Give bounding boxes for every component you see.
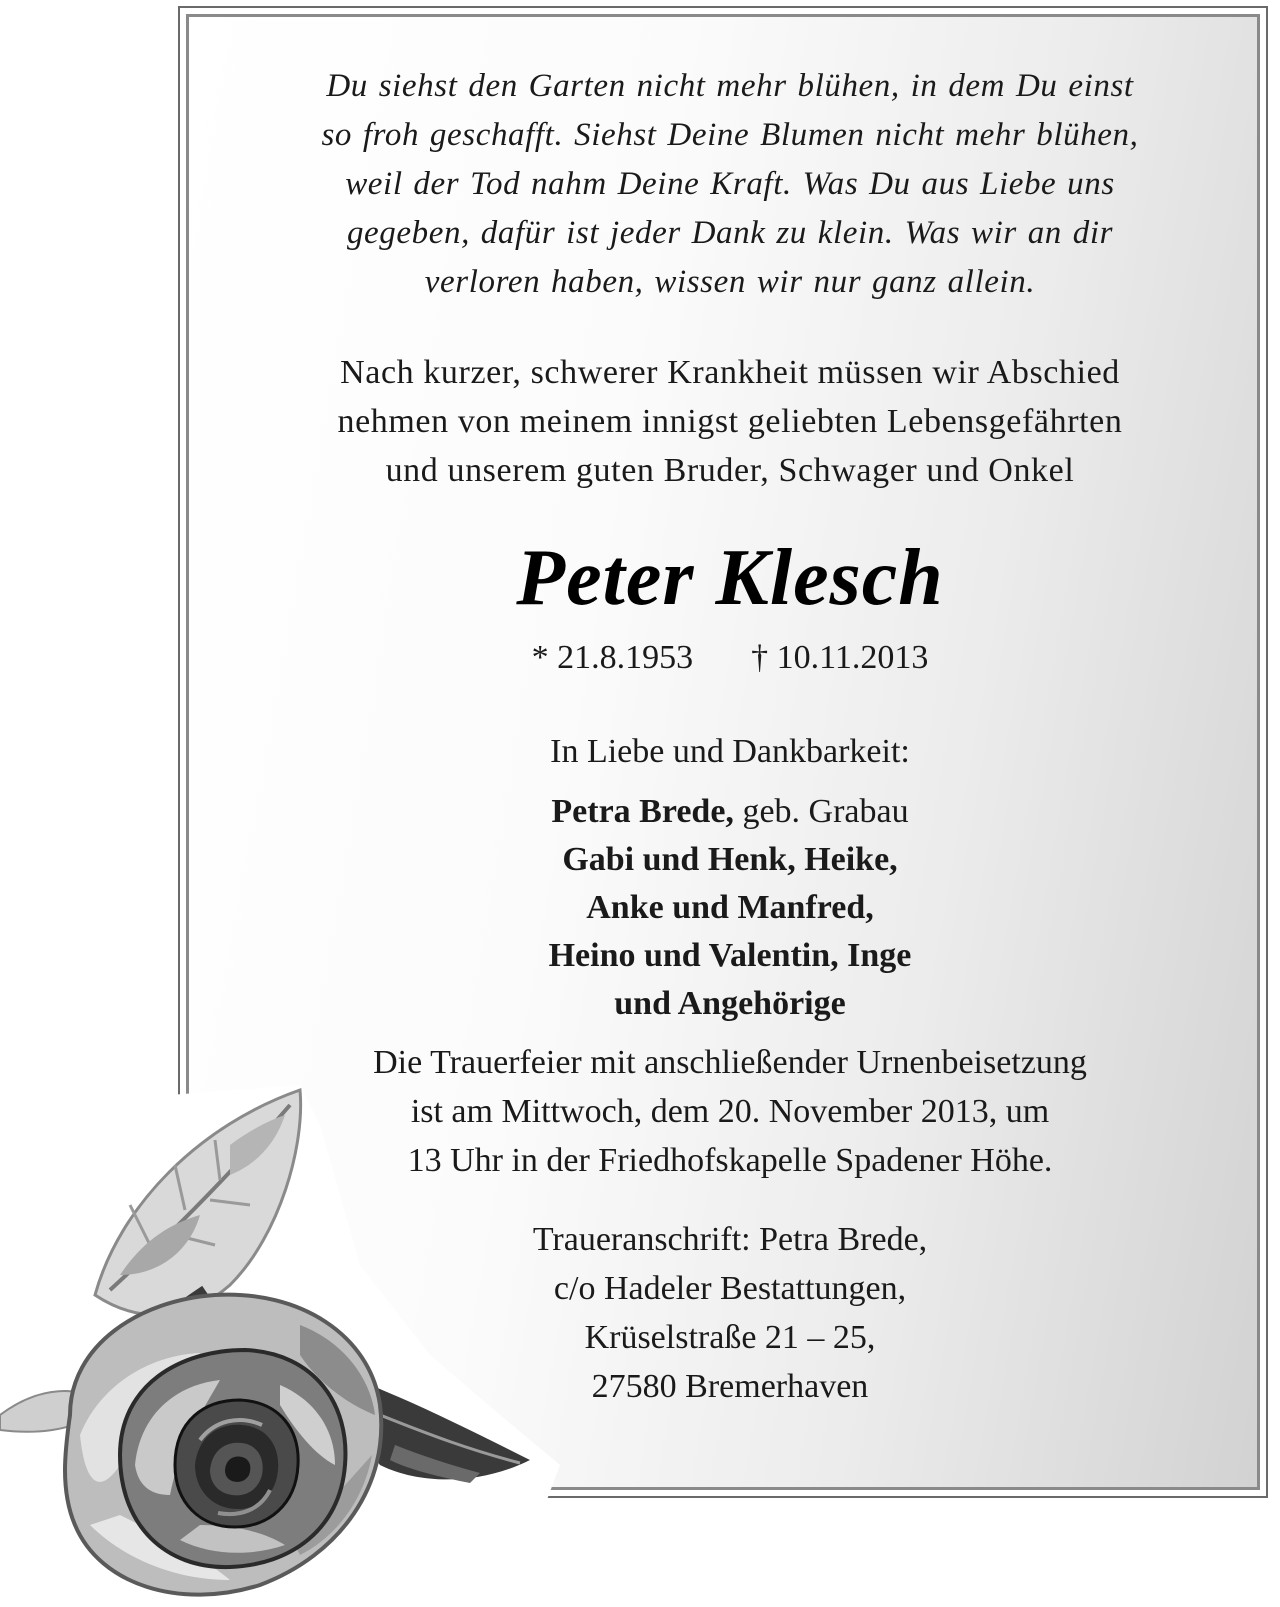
ceremony-line: Die Trauerfeier mit anschließender Urnenbeisetzung: [373, 1044, 1087, 1081]
mourner-line: [190, 980, 1270, 1028]
mourner-line: [190, 932, 1270, 980]
mourner-maiden-name: geb. Grabau: [733, 793, 909, 830]
poem-line: weil der Tod nahm Deine Kraft. Was Du aus Liebe uns: [345, 166, 1115, 202]
death-date: † 10.11.2013: [751, 639, 929, 676]
mourner-name: Gabi und Henk, Heike,: [562, 841, 898, 878]
announcement-line: Nach kurzer, schwerer Krankheit müssen wir Abschied: [340, 354, 1120, 391]
poem-line: so froh geschafft. Siehst Deine Blumen nicht mehr blühen,: [321, 117, 1139, 153]
mourner-name: Heino und Valentin, Inge: [548, 937, 912, 974]
address-line: 27580 Bremerhaven: [591, 1368, 869, 1405]
mourner-line: [190, 836, 1270, 884]
address-line: Krüselstraße 21 – 25,: [584, 1319, 876, 1356]
announcement-line: nehmen von meinem innigst geliebten Lebensgefährten: [337, 403, 1123, 440]
address-line: c/o Hadeler Bestattungen,: [553, 1270, 907, 1307]
poem-line: gegeben, dafür ist jeder Dank zu klein. Was wir an dir: [346, 215, 1114, 251]
ceremony-line: 13 Uhr in der Friedhofskapelle Spadener Höhe.: [407, 1142, 1053, 1179]
deceased-name: Peter Klesch: [516, 534, 944, 622]
mourners-list: [190, 788, 1270, 1028]
ceremony-line: ist am Mittwoch, dem 20. November 2013, um: [410, 1093, 1050, 1130]
announcement-text: [190, 348, 1270, 495]
mourner-line: [190, 788, 1270, 836]
poem-line: verloren haben, wissen wir nur ganz allein.: [424, 264, 1036, 300]
memorial-poem: [190, 62, 1270, 307]
mourner-name: und Angehörige: [614, 985, 846, 1022]
birth-date: * 21.8.1953: [531, 639, 694, 676]
poem-line: Du siehst den Garten nicht mehr blühen, in dem Du einst: [326, 68, 1134, 104]
mourner-name: Anke und Manfred,: [586, 889, 874, 926]
thanks-heading: In Liebe und Dankbarkeit:: [550, 733, 910, 770]
rose-icon: [0, 1085, 560, 1607]
mourner-line: [190, 884, 1270, 932]
mourner-name: Petra Brede,: [551, 793, 734, 830]
announcement-line: und unserem guten Bruder, Schwager und Onkel: [385, 452, 1075, 489]
life-dates: [190, 638, 1270, 678]
address-line: Traueranschrift: Petra Brede,: [532, 1221, 928, 1258]
